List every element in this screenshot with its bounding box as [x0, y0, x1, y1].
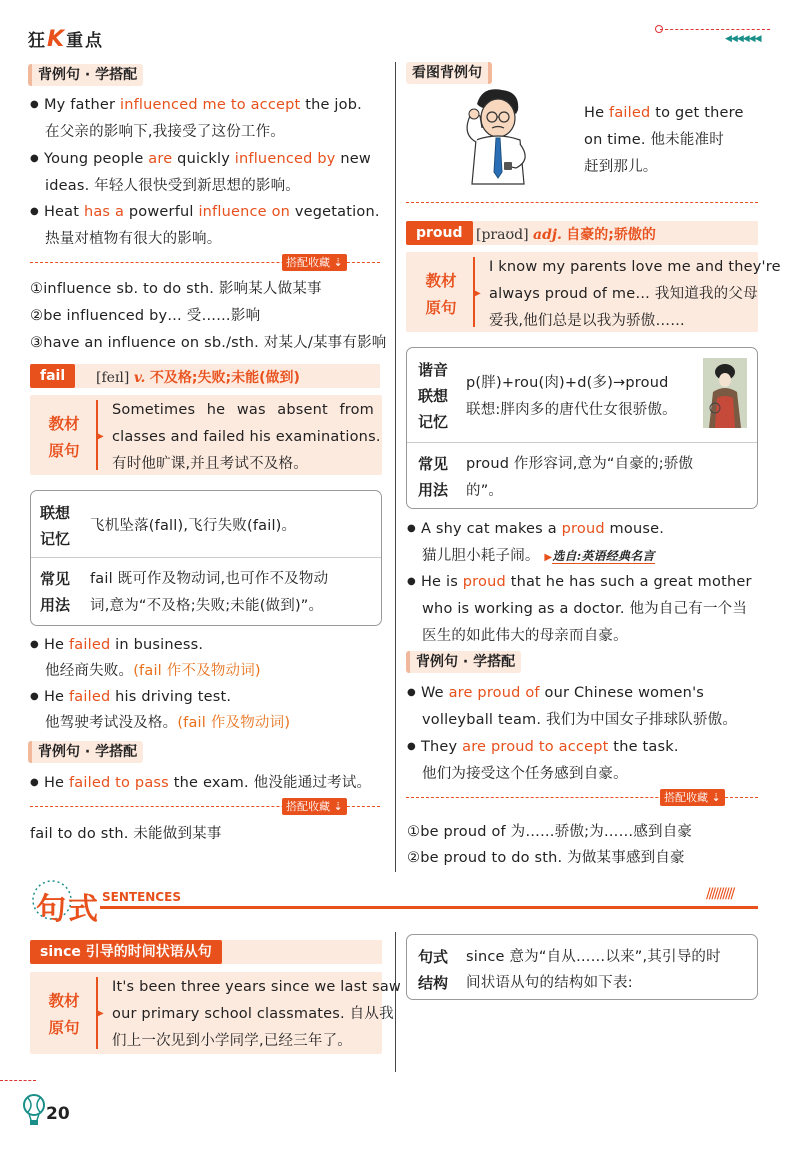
example-sentence: ● My father influenced me to accept the job.: [30, 92, 362, 120]
hot-air-balloon-icon: [22, 1094, 46, 1126]
example-translation: 猫儿胆小耗子闹。 ▶选自:英语经典名言: [422, 548, 655, 564]
example-sentence: who is working as a doctor. 他为自己有一个当: [422, 601, 748, 617]
word-tag-fail: fail: [30, 364, 75, 388]
word-definition: [praʊd] adj. 自豪的;骄傲的: [476, 227, 656, 243]
logo-text-a: 狂: [28, 31, 47, 51]
structure-text: 间状语从句的结构如下表:: [466, 975, 633, 991]
picture-sentence: He failed to get there: [584, 105, 744, 121]
usage-tag: 常见 用法: [40, 570, 71, 614]
homophone-text: p(胖)+rou(肉)+d(多)→proud: [466, 375, 669, 391]
tang-lady-painting-image: [703, 358, 747, 428]
example-translation: 他驾驶考试没及格。(fail 作及物动词): [45, 715, 291, 731]
structure-text: since 意为“自从……以来”,其引导的时: [466, 949, 721, 965]
original-translation: 有时他旷课,并且考试不及格。: [112, 456, 308, 472]
header-arrows-icon: ◀◀◀◀◀◀: [725, 34, 761, 44]
header-rule: [660, 29, 770, 30]
section-label-picture: 看图背例句: [406, 62, 492, 84]
original-sentence: always proud of me… 我知道我的父母: [489, 286, 758, 302]
example-sentence: ● He failed in business.: [30, 632, 203, 660]
example-translation: 他们为接受这个任务感到自豪。: [422, 766, 628, 782]
original-translation: 爱我,他们总是以我为骄傲……: [489, 313, 685, 329]
column-divider: [395, 932, 396, 1072]
collocation-item: ②be influenced by… 受……影响: [30, 308, 261, 324]
association-text: 飞机坠落(fall),飞行失败(fail)。: [90, 518, 297, 534]
homophone-text: 联想:胖肉多的唐代仕女很骄傲。: [466, 402, 677, 418]
example-translation: 他经商失败。(fail 作不及物动词): [45, 663, 261, 679]
sentences-rule: [100, 906, 758, 909]
example-sentence: ● Young people are quickly influenced by new: [30, 146, 385, 174]
page-number: 20: [46, 1104, 70, 1124]
usage-text: fail 既可作及物动词,也可作不及物动: [90, 571, 329, 587]
example-sentence: ● He failed his driving test.: [30, 684, 231, 712]
brand-logo: [28, 26, 104, 52]
original-sentence: Sometimes he was absent from: [112, 402, 374, 418]
original-translation: 们上一次见到小学同学,已经三年了。: [112, 1033, 353, 1049]
collect-tag: 搭配收藏 ⇣: [282, 798, 347, 815]
card-divider: [31, 557, 381, 558]
logo-text-b: 重点: [66, 31, 105, 51]
example-sentence: ● A shy cat makes a proud mouse.: [407, 516, 664, 544]
word-definition: [feɪl] v. 不及格;失败;未能(做到): [96, 370, 300, 386]
arrow-right-icon: ▶: [96, 1008, 104, 1019]
example-sentence: ● Heat has a powerful influence on vegetation.: [30, 199, 380, 227]
example-sentence: ● They are proud to accept the task.: [407, 734, 679, 762]
example-sentence: ● We are proud of our Chinese women's: [407, 680, 704, 708]
usage-text: 的”。: [466, 483, 504, 499]
collect-tag: 搭配收藏 ⇣: [660, 789, 725, 806]
collect-tag: 搭配收藏 ⇣: [282, 254, 347, 271]
hatch-decoration: //////////: [706, 886, 734, 902]
example-translation: 在父亲的影响下,我接受了这份工作。: [45, 124, 286, 140]
picture-sentence: 赶到那儿。: [584, 159, 658, 175]
section-label-examples: 背例句 · 学搭配: [28, 741, 143, 763]
arrow-right-icon: ▶: [96, 431, 104, 442]
textbook-original-tag: 教材 原句: [425, 272, 457, 317]
section-label-examples: 背例句 · 学搭配: [406, 651, 521, 673]
example-translation: volleyball team. 我们为中国女子排球队骄傲。: [422, 712, 738, 728]
card-divider: [407, 442, 757, 443]
sentences-title: 句式: [36, 892, 100, 927]
original-sentence: our primary school classmates. 自从我: [112, 1006, 394, 1022]
collocation-item: fail to do sth. 未能做到某事: [30, 826, 222, 842]
original-sentence: classes and failed his examinations.: [112, 429, 381, 445]
logo-k: K: [47, 27, 67, 52]
usage-tag: 常见 用法: [418, 455, 449, 499]
man-checking-watch-illustration: [452, 84, 542, 192]
example-sentence: ● He is proud that he has such a great mother: [407, 569, 752, 597]
structure-tag: 句式 结构: [418, 948, 449, 992]
sentences-subtitle: SENTENCES: [102, 890, 181, 904]
usage-text: 词,意为“不及格;失败;未能(做到)”。: [90, 598, 324, 614]
section-label-examples: 背例句 · 学搭配: [28, 64, 143, 86]
collocation-item: ②be proud to do sth. 为做某事感到自豪: [407, 850, 685, 866]
column-divider: [395, 62, 396, 872]
collocation-item: ①be proud of 为……骄傲;为……感到自豪: [407, 824, 693, 840]
collocation-item: ①influence sb. to do sth. 影响某人做某事: [30, 281, 322, 297]
example-translation: 热量对植物有很大的影响。: [45, 231, 222, 247]
textbook-original-tag: 教材 原句: [48, 992, 80, 1037]
example-translation: ideas. 年轻人很快受到新思想的影响。: [45, 178, 301, 194]
example-translation: 医生的如此伟大的母亲而自豪。: [422, 628, 628, 644]
example-sentence: ● He failed to pass the exam. 他没能通过考试。: [30, 770, 371, 798]
footer-rule: [0, 1080, 36, 1081]
original-sentence: It's been three years since we last saw: [112, 979, 401, 995]
usage-text: proud 作形容词,意为“自豪的;骄傲: [466, 456, 694, 472]
association-tag: 联想 记忆: [40, 504, 71, 548]
homophone-tag: 谐音 联想 记忆: [418, 361, 449, 431]
original-sentence: I know my parents love me and they're: [489, 259, 781, 275]
dashed-divider: [406, 202, 758, 203]
since-label: since 引导的时间状语从句: [30, 940, 222, 964]
picture-sentence: on time. 他未能准时: [584, 132, 724, 148]
collocation-item: ③have an influence on sb./sth. 对某人/某事有影响: [30, 335, 387, 351]
arrow-right-icon: ▶: [473, 288, 481, 299]
word-tag-proud: proud: [406, 221, 473, 245]
textbook-original-tag: 教材 原句: [48, 415, 80, 460]
